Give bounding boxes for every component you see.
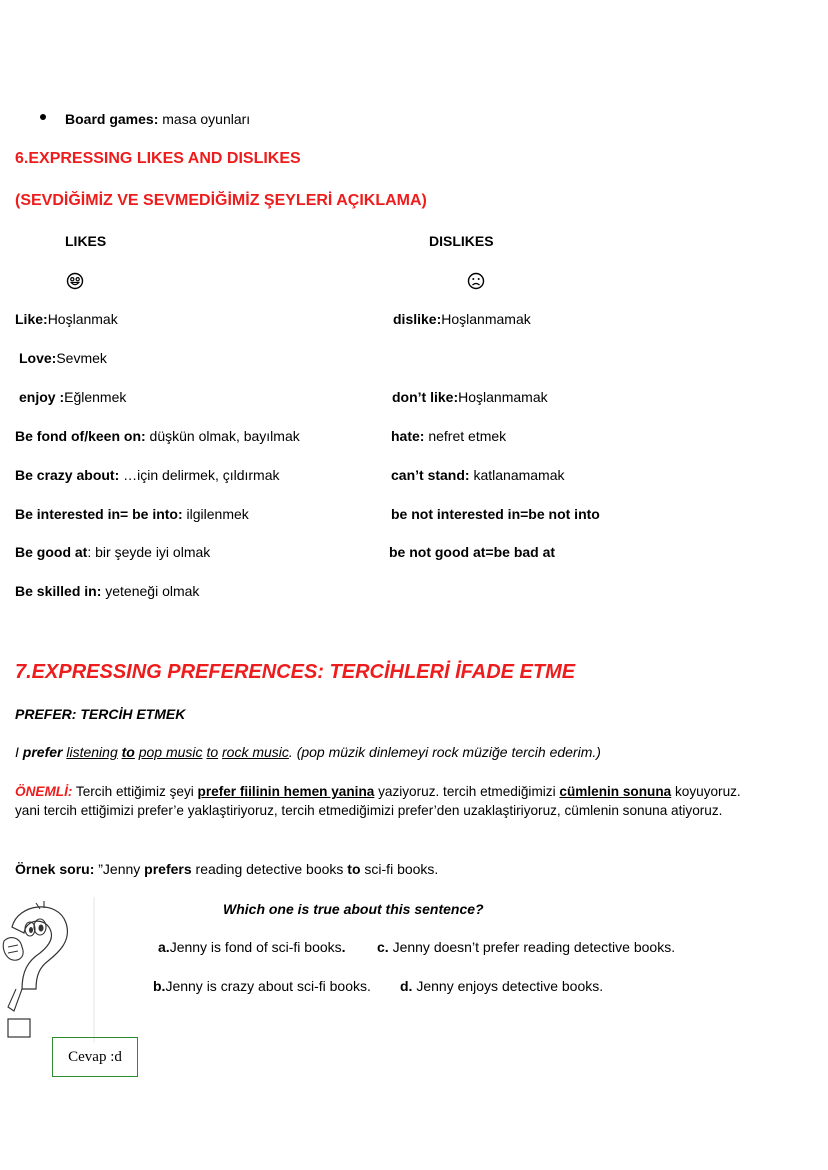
likes-item [15,428,300,444]
likes-meaning: …için delirmek, çıldırmak [119,467,280,483]
likes-item [15,506,249,522]
likes-term: Be good at [15,544,88,560]
likes-term-2: = be into: [120,506,183,522]
likes-meaning: ilgilenmek [182,506,249,522]
likes-meaning: Hoşlanmak [47,311,118,327]
option-c: c. Jenny doesn’t prefer reading detective books. [377,939,676,955]
likes-item [19,350,107,366]
dislikes-meaning: nefret etmek [424,428,507,444]
dislikes-meaning: Hoşlanmamak [441,311,531,327]
likes-term: Be crazy about: [15,467,120,483]
dislikes-item [391,506,600,522]
likes-term: Be fond of/keen on: [15,428,146,444]
likes-term: Be skilled in: [15,583,102,599]
bullet-meaning: masa oyunları [158,111,251,127]
dislikes-term: dislike: [393,311,442,327]
likes-term: Be interested in [15,506,121,522]
dislikes-term: hate: [391,428,425,444]
likes-term: Love: [19,350,57,366]
prefer-heading: PREFER: TERCİH ETMEK [15,706,186,722]
dislikes-meaning: Hoşlanmamak [458,389,548,405]
question-mark-thinking-icon [0,897,96,1043]
likes-item [19,389,126,405]
answer-box: Cevap :d [52,1037,138,1077]
likes-item [15,583,199,599]
likes-item [15,467,280,483]
sample-question: Örnek soru: ”Jenny prefers reading detective books to sci-fi books. [15,861,439,877]
likes-meaning: düşkün olmak, bayılmak [145,428,300,444]
likes-meaning: Eğlenmek [64,389,127,405]
likes-item [15,311,118,327]
dislikes-meaning: katlanamamak [469,467,565,483]
dislikes-item [389,544,555,560]
section6-title: 6.EXPRESSING LIKES AND DISLIKES [15,150,301,167]
prefer-example: I prefer listening to pop music to rock music. (pop müzik dinlemeyi rock müziğe tercih ederim.) [15,744,601,760]
likes-header: LIKES [65,233,107,249]
important-note-line2: yani tercih ettiğimizi prefer’e yaklaştiriyoruz, tercih etmediğimizi prefer’den uzaklaştiriyoruz, cümlenin sonuna atiyoruz. [15,803,723,818]
dislikes-item [391,428,506,444]
likes-meaning: : bir şeyde iyi olmak [87,544,211,560]
dislikes-term: don’t like: [392,389,459,405]
dislikes-term: can’t stand: [391,467,470,483]
option-a: a.Jenny is fond of sci-fi books. [158,939,346,955]
dislikes-header: DISLIKES [429,233,494,249]
dislikes-term: be not good at=be bad at [389,544,556,560]
smiley-face-icon [66,272,84,290]
likes-item [15,544,210,560]
option-d: d. Jenny enjoys detective books. [400,978,604,994]
bullet-item [65,111,250,127]
likes-meaning: yeteneği olmak [101,583,200,599]
dislikes-term: be not interested in=be not into [391,506,600,522]
likes-term: Like: [15,311,48,327]
dislikes-item [392,389,548,405]
important-note-line1: ÖNEMLİ: Tercih ettiğimiz şeyi prefer fiilinin hemen yanina yaziyoruz. tercih etmediğimizi cümlenin sonuna koyuyoruz. [15,784,741,799]
likes-term: enjoy : [19,389,65,405]
bullet-term: Board games: [65,111,159,127]
section6-subtitle: (SEVDİĞİMİZ VE SEVMEDİĞİMİZ ŞEYLERİ AÇIKLAMA) [15,192,427,209]
dislikes-item [391,467,565,483]
option-b: b.Jenny is crazy about sci-fi books. [153,978,371,994]
sad-face-icon [467,272,485,290]
question-text: Which one is true about this sentence? [223,901,484,917]
dislikes-item [393,311,531,327]
likes-meaning: Sevmek [56,350,107,366]
bullet-dot [40,114,46,120]
section7-title: 7.EXPRESSING PREFERENCES: TERCİHLERİ İFADE ETME [15,661,576,683]
